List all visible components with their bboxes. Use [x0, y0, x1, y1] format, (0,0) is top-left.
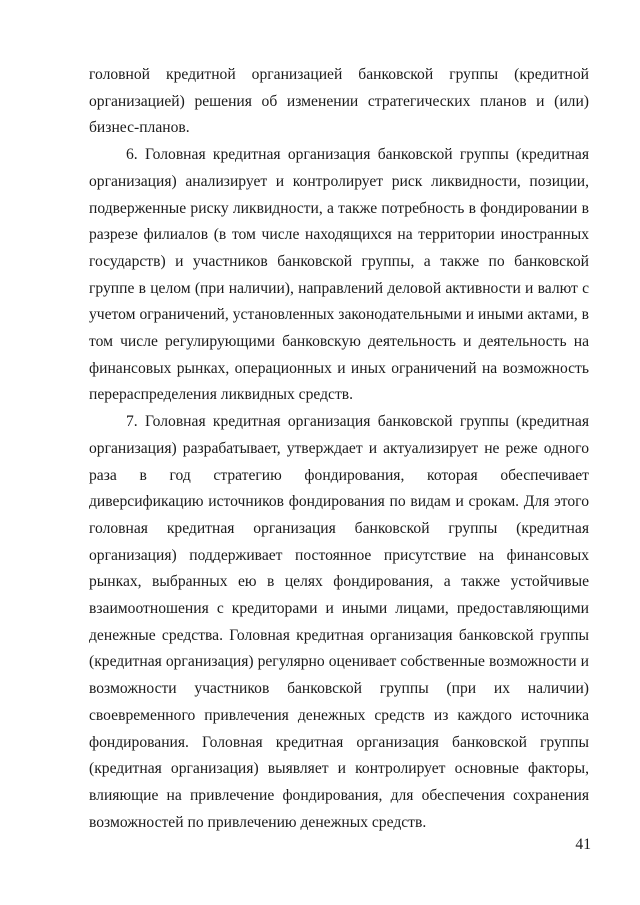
- paragraph-item-6: 6. Головная кредитная организация банковской группы (кредитная организация) анализирует и контролирует риск ликвидности, позиции, подверженные риску ликвидности, а также потребность в фондировании в разрезе филиалов (в том числе находящихся на территории иностранных государств) и участников банковской группы, а также по банковской группе в целом (при наличии), направлений деловой активности и валют с учетом ограничений, установленных законодательными и иными актами, в том числе регулирующими банковскую деятельность и деятельность на финансовых рынках, операционных и иных ограничений на возможность перераспределения ликвидных средств.: [89, 146, 589, 404]
- page-number: 41: [575, 836, 591, 853]
- paragraph-continuation: головной кредитной организацией банковской группы (кредитной организацией) решения об изменении стратегических планов и (или) бизнес-планов.: [89, 66, 589, 137]
- body-text: [89, 62, 589, 836]
- paragraph-item-7: 7. Головная кредитная организация банковской группы (кредитная организация) разрабатывает, утверждает и актуализирует не реже одного раза в год стратегию фондирования, которая обеспечивает диверсификацию источников фондирования по видам и срокам. Для этого головная кредитная организация банковской группы (кредитная организация) поддерживает постоянное присутствие на финансовых рынках, выбранных ею в целях фондирования, а также устойчивые взаимоотношения с кредиторами и иными лицами, предоставляющими денежные средства. Головная кредитная организация банковской группы (кредитная организация) регулярно оценивает собственные возможности и возможности участников банковской группы (при их наличии) своевременного привлечения денежных средств из каждого источника фондирования. Головная кредитная организация банковской группы (кредитная организация) выявляет и контролирует основные факторы, влияющие на привлечение фондирования, для обеспечения сохранения возможностей по привлечению денежных средств.: [89, 413, 589, 831]
